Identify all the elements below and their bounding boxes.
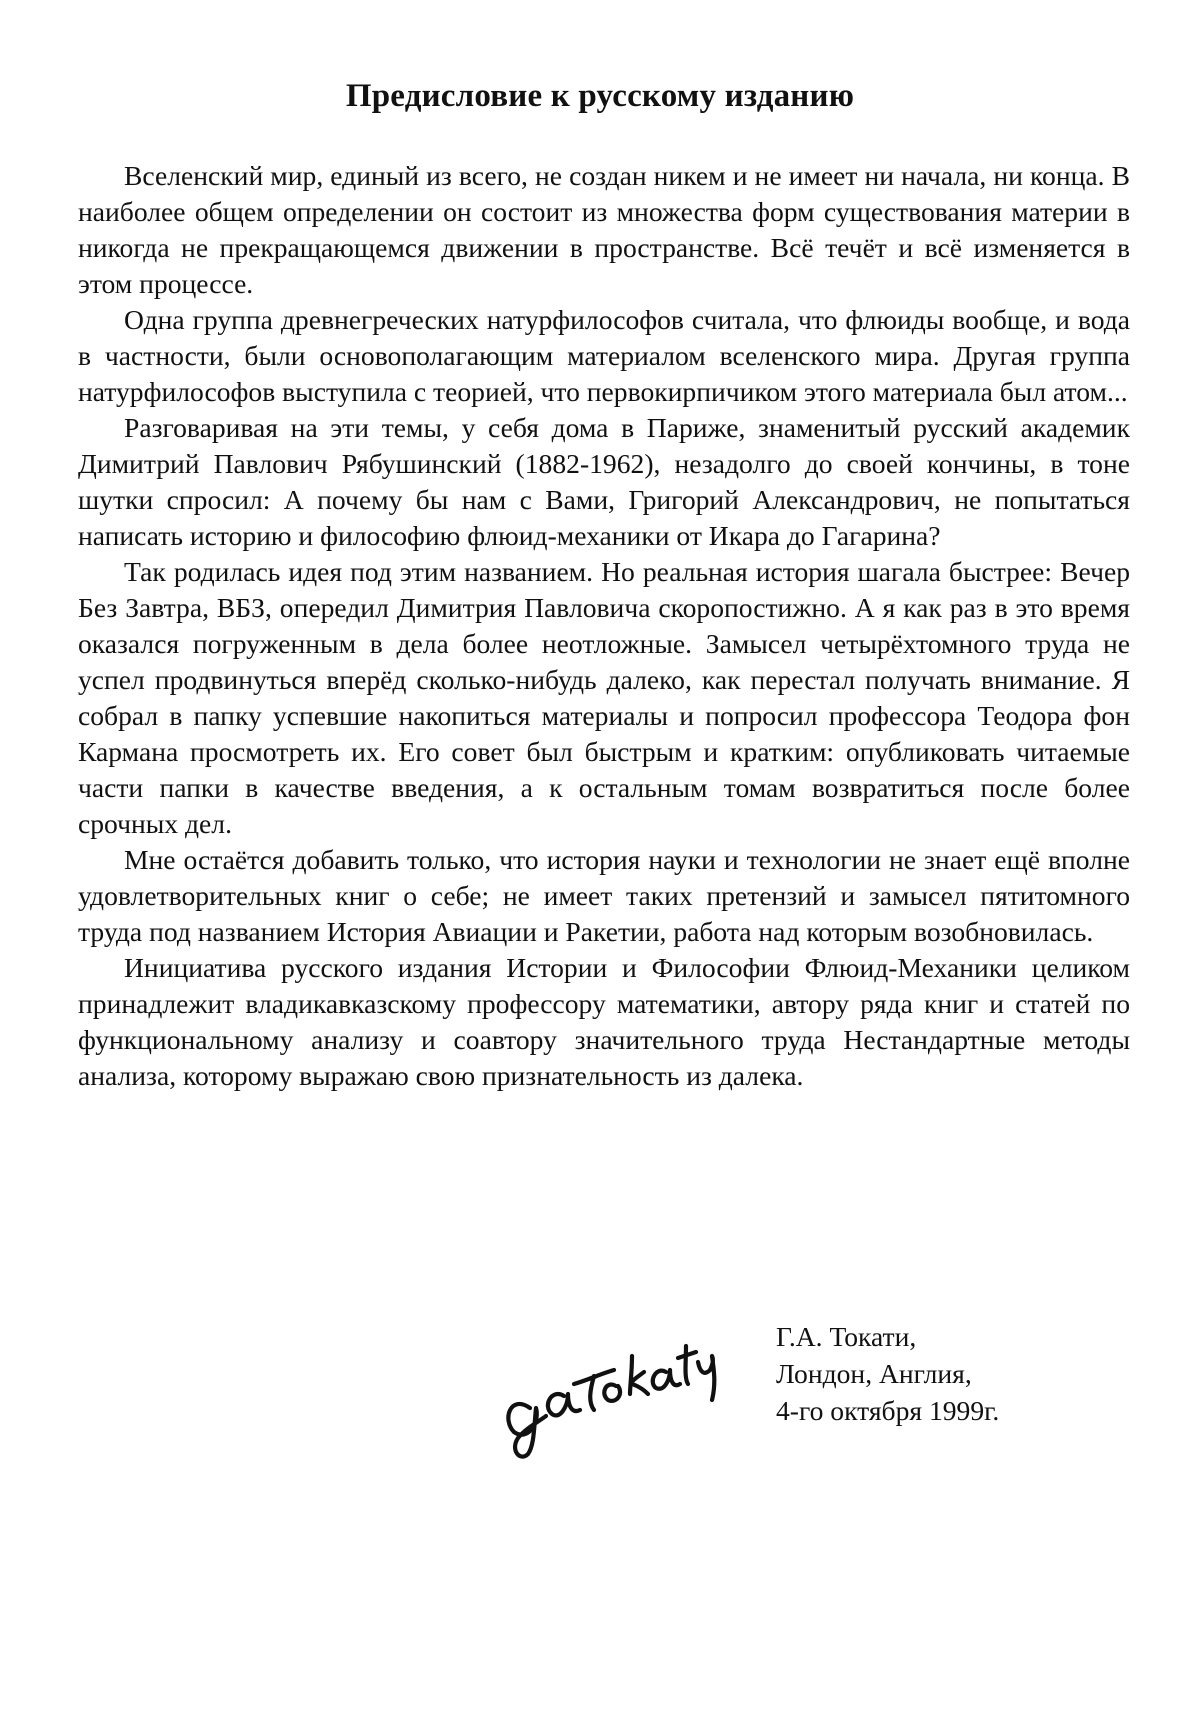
page-title: Предисловие к русскому изданию — [345, 78, 855, 114]
paragraph-4: Так родилась идея под этим названием. Но реальная история шагала быстрее: Вечер Без Завтра, ВБЗ, опередил Димитрия Павловича скоропостижно. А я как раз в это время оказался погруженным в дела более неотложные. Замысел четырёхтомного труда не успел продвинуться вперёд сколько-нибудь далеко, как перестал получать внимание. Я собрал в папку успевшие накопиться материалы и попросил профессора Теодора фон Кармана просмотреть их. Его совет был быстрым и кратким: опубликовать читаемые части папки в качестве введения, а к остальным томам возвратиться после более срочных дел. — [78, 556, 1130, 839]
signature-date: 4-го октября 1999г. — [776, 1395, 1000, 1426]
author-place: Лондон, Англия, — [776, 1358, 972, 1389]
paragraph-3: Разговаривая на эти темы, у себя дома в Париже, знаменитый русский академик Димитрий Павлович Рябушинский (1882-1962), незадолго до своей кончины, в тоне шутки спросил: А почему бы нам с Вами, Григорий Александрович, не попытаться написать историю и философию флюид-механики от Икара до Гагарина? — [78, 412, 1130, 551]
paragraph-5: Мне остаётся добавить только, что история науки и технологии не знает ещё вполне удовлетворительных книг о себе; не имеет таких претензий и замысел пятитомного труда под названием История Авиации и Ракетии, работа над которым возобновилась. — [78, 844, 1130, 947]
paragraph-1: Вселенский мир, единый из всего, не создан никем и не имеет ни начала, ни конца. В наиболее общем определении он состоит из множества форм существования материи в никогда не прекращающемся движении в пространстве. Всё течёт и всё изменяется в этом процессе. — [78, 160, 1130, 299]
handwritten-signature — [490, 1290, 730, 1460]
signature-block — [776, 1318, 999, 1429]
author-name: Г.А. Токати, — [776, 1321, 917, 1352]
paragraph-6: Инициатива русского издания Истории и Философии Флюид-Механики целиком принадлежит владикавказскому профессору математики, автору ряда книг и статей по функциональному анализу и соавтору значительного труда Нестандартные методы анализа, которому выражаю свою признательность из далека. — [78, 952, 1130, 1091]
document-body — [78, 158, 1130, 1094]
paragraph-2: Одна группа древнегреческих натурфилософов считала, что флюиды вообще, и вода в частности, были основополагающим материалом вселенского мира. Другая группа натурфилософов выступила с теорией, что первокирпичиком этого материала был атом... — [78, 304, 1130, 407]
